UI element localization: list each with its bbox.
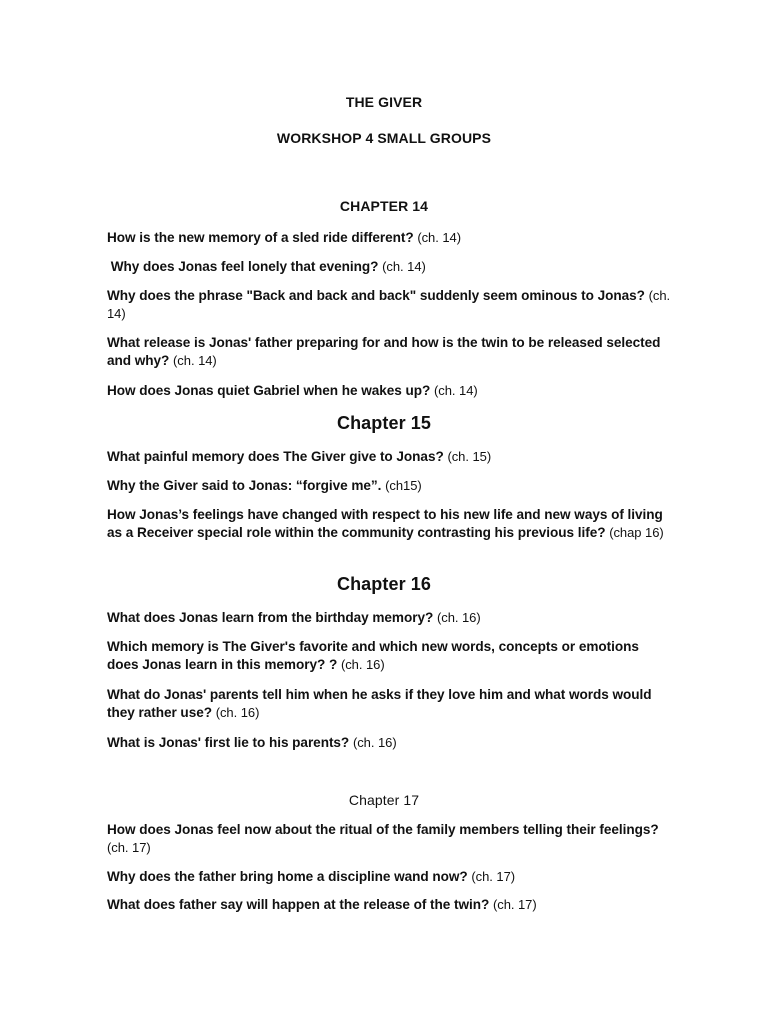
chapter-reference: (ch. 17) bbox=[492, 897, 537, 912]
chapter-reference: (ch. 16) bbox=[215, 705, 260, 720]
question-text: What does father say will happen at the release of the twin? bbox=[107, 897, 490, 912]
chapter-reference: (ch. 14) bbox=[382, 259, 426, 274]
question-item bbox=[107, 609, 672, 627]
question-text: What does Jonas learn from the birthday memory? bbox=[107, 610, 434, 625]
question-item bbox=[107, 734, 672, 752]
question-item bbox=[107, 229, 672, 247]
chapter-reference: (ch. 14) bbox=[417, 230, 461, 245]
chapter-reference: (chap 16) bbox=[609, 525, 664, 540]
question-item bbox=[107, 477, 672, 495]
question-text: What release is Jonas' father preparing for and how is the twin to be released selected and why? bbox=[107, 335, 661, 368]
question-text: Why does the phrase "Back and back and back" suddenly seem ominous to Jonas? bbox=[107, 288, 645, 303]
page-subtitle: WORKSHOP 4 SMALL GROUPS bbox=[276, 130, 492, 146]
question-item bbox=[107, 821, 672, 857]
chapter-reference: (ch. 16) bbox=[352, 735, 397, 750]
question-item bbox=[107, 334, 672, 370]
question-item bbox=[107, 448, 672, 466]
chapter-reference: (ch. 14) bbox=[434, 383, 478, 398]
chapter-reference: (ch. 16) bbox=[340, 657, 385, 672]
chapter-17-heading: Chapter 17 bbox=[348, 792, 420, 808]
question-text: How is the new memory of a sled ride different? bbox=[107, 230, 414, 245]
question-item bbox=[107, 506, 672, 542]
chapter-14-heading: CHAPTER 14 bbox=[339, 198, 429, 214]
question-item bbox=[107, 382, 672, 400]
chapter-reference: (ch. 14) bbox=[173, 353, 217, 368]
question-item bbox=[107, 896, 672, 914]
question-text: How does Jonas quiet Gabriel when he wakes up? bbox=[107, 383, 431, 398]
question-item bbox=[107, 868, 672, 886]
question-text: What is Jonas' first lie to his parents? bbox=[107, 735, 350, 750]
question-text: How does Jonas feel now about the ritual of the family members telling their feelings? bbox=[107, 822, 659, 837]
chapter-reference: (ch. 17) bbox=[107, 840, 151, 855]
chapter-reference: (ch. 14) bbox=[107, 288, 671, 321]
chapter-15-heading: Chapter 15 bbox=[336, 413, 432, 433]
question-text: What painful memory does The Giver give to Jonas? bbox=[107, 449, 444, 464]
page-title: THE GIVER bbox=[345, 94, 423, 110]
question-text: Which memory is The Giver's favorite and which new words, concepts or emotions does Jonas learn in this memory? ? bbox=[107, 639, 639, 672]
chapter-reference: (ch15) bbox=[385, 478, 422, 493]
question-text: Why does the father bring home a discipline wand now? bbox=[107, 869, 468, 884]
question-item bbox=[107, 287, 672, 323]
question-item bbox=[107, 686, 672, 722]
chapter-reference: (ch. 15) bbox=[447, 449, 492, 464]
question-text: Why the Giver said to Jonas: “forgive me”. bbox=[107, 478, 382, 493]
question-item bbox=[107, 258, 672, 276]
question-text: Why does Jonas feel lonely that evening? bbox=[107, 259, 379, 274]
chapter-16-heading: Chapter 16 bbox=[336, 574, 432, 594]
question-text: How Jonas’s feelings have changed with respect to his new life and new ways of living as a Receiver special role within the community contrasting his previous life? bbox=[107, 507, 663, 540]
question-text: What do Jonas' parents tell him when he asks if they love him and what words would they rather use? bbox=[107, 687, 652, 720]
chapter-reference: (ch. 17) bbox=[471, 869, 516, 884]
question-item bbox=[107, 638, 672, 674]
chapter-reference: (ch. 16) bbox=[436, 610, 481, 625]
